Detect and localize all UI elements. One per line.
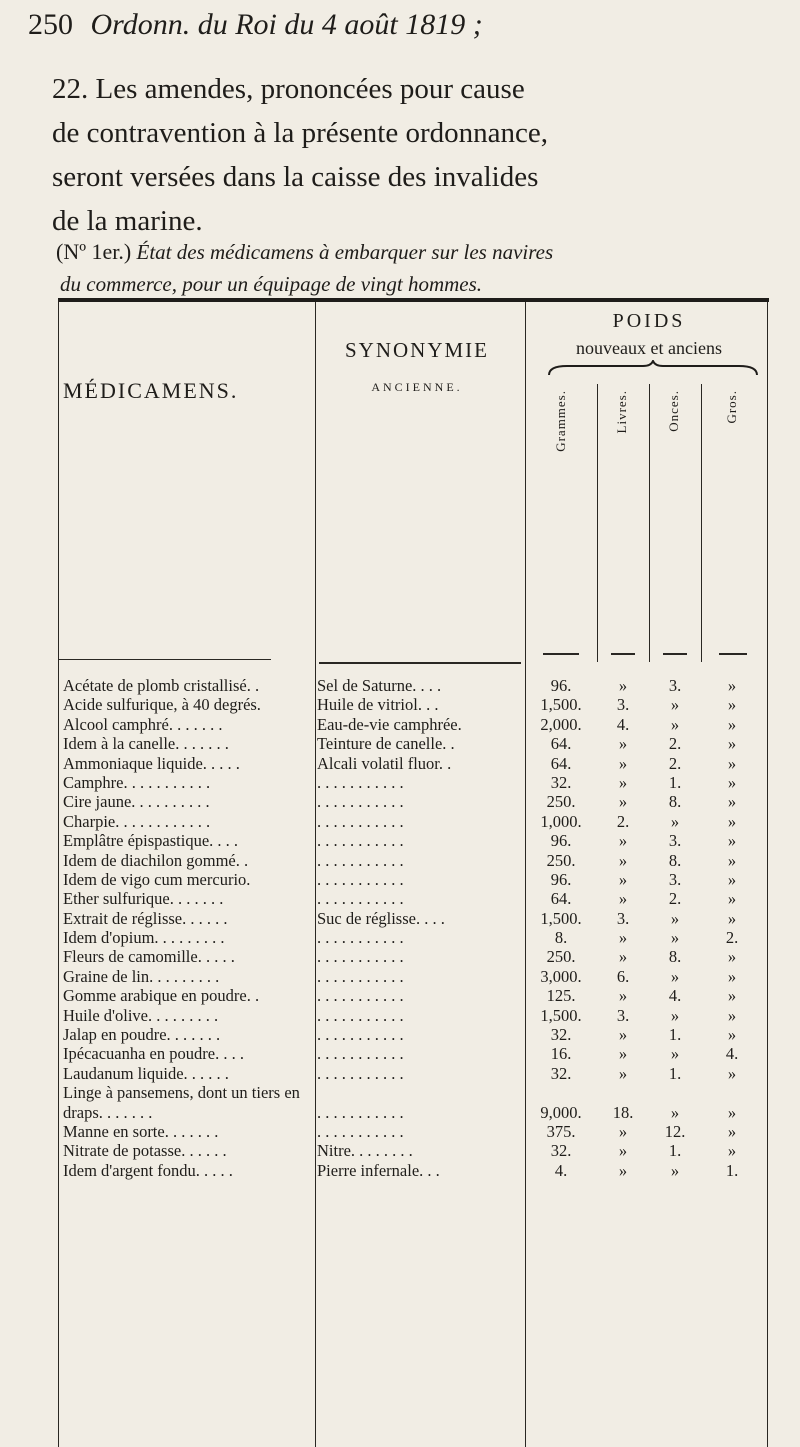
paragraph-line: de la marine.	[52, 205, 203, 237]
synonymie-ancienne: . . . . . . . . . . .	[317, 850, 404, 870]
table-row	[59, 676, 769, 695]
weight-grammes: 250.	[546, 850, 576, 870]
weight-livres: »	[618, 753, 628, 773]
table-row	[59, 1161, 769, 1180]
column-rule	[701, 384, 702, 662]
medicament-name: Nitrate de potasse. . . . . .	[63, 1141, 227, 1161]
weight-grammes: 1,500.	[540, 908, 582, 928]
synonymie-ancienne: . . . . . . . . . . .	[317, 792, 404, 812]
header-divider	[663, 653, 687, 655]
weight-livres: »	[618, 869, 628, 889]
header-divider	[319, 662, 521, 664]
weight-onces: »	[670, 1160, 680, 1180]
header-divider	[719, 653, 747, 655]
medicament-name: Manne en sorte. . . . . . .	[63, 1122, 219, 1141]
weight-grammes: 16.	[550, 1044, 572, 1064]
weight-onces: 1.	[668, 1025, 682, 1045]
table-row	[59, 1083, 769, 1122]
table-row	[59, 909, 769, 928]
weight-grammes: 96.	[550, 676, 572, 695]
synonymie-ancienne: Pierre infernale. . .	[317, 1160, 440, 1180]
synonymie-ancienne: . . . . . . . . . . .	[317, 1005, 404, 1025]
synonymie-ancienne: Teinture de canelle. .	[317, 734, 455, 754]
medicament-name: Graine de lin. . . . . . . . .	[63, 966, 220, 986]
table-row	[59, 1025, 769, 1044]
synonymie-ancienne: Eau-de-vie camphrée.	[317, 714, 462, 734]
weight-livres: »	[618, 676, 628, 695]
weight-onces: »	[670, 908, 680, 928]
weight-gros: 2.	[725, 928, 739, 948]
weight-gros: »	[727, 1063, 737, 1083]
medicament-name: Idem d'opium. . . . . . . . .	[63, 928, 225, 948]
weight-onces: »	[670, 966, 680, 986]
synonymie-ancienne: Sel de Saturne. . . .	[317, 676, 442, 695]
weight-livres: »	[618, 889, 628, 909]
weight-onces: »	[670, 1044, 680, 1064]
table-row	[59, 986, 769, 1005]
medicament-name: Linge à pansemens, dont un tiers en draps. . . . . . .	[63, 1083, 300, 1122]
medicament-name: Charpie. . . . . . . . . . . .	[63, 811, 211, 831]
header-ancienne: ANCIENNE.	[371, 380, 463, 394]
medicament-name: Huile d'olive. . . . . . . . .	[63, 1005, 219, 1025]
weight-onces: 2.	[668, 889, 682, 909]
medicament-name: Fleurs de camomille. . . . .	[63, 947, 235, 967]
medicament-name: Ether sulfurique. . . . . . .	[63, 889, 224, 909]
synonymie-ancienne: . . . . . . . . . . .	[317, 811, 404, 831]
table-row	[59, 928, 769, 947]
synonymie-ancienne: . . . . . . . . . . .	[317, 1102, 404, 1122]
weight-grammes: 96.	[550, 869, 572, 889]
weight-onces: 1.	[668, 1063, 682, 1083]
weight-grammes: 375.	[546, 1122, 576, 1141]
synonymie-ancienne: . . . . . . . . . . .	[317, 928, 404, 948]
table-row	[59, 1141, 769, 1160]
medicament-name: Laudanum liquide. . . . . .	[63, 1063, 229, 1083]
medicament-name: Ammoniaque liquide. . . . .	[63, 753, 240, 773]
weight-onces: 3.	[668, 869, 682, 889]
header-synonymie: SYNONYMIE	[345, 338, 489, 362]
weight-onces: »	[670, 1102, 680, 1122]
weight-gros: »	[727, 1122, 737, 1141]
synonymie-ancienne: Nitre. . . . . . . .	[317, 1141, 413, 1161]
weight-grammes: 250.	[546, 947, 576, 967]
weight-onces: 8.	[668, 792, 682, 812]
etat-heading	[56, 236, 776, 300]
weight-onces: 12.	[664, 1122, 686, 1141]
weight-gros: »	[727, 947, 737, 967]
synonymie-ancienne: . . . . . . . . . . .	[317, 966, 404, 986]
table-body	[59, 676, 769, 1180]
table-row	[59, 754, 769, 773]
weight-grammes: 32.	[550, 1025, 572, 1045]
weight-gros: »	[727, 850, 737, 870]
weight-livres: 4.	[616, 714, 630, 734]
medicament-name: Idem à la canelle. . . . . . .	[63, 734, 229, 754]
synonymie-ancienne: . . . . . . . . . . .	[317, 1063, 404, 1083]
weight-livres: »	[618, 850, 628, 870]
synonymie-ancienne: . . . . . . . . . . .	[317, 869, 404, 889]
weight-gros: 1.	[725, 1160, 739, 1180]
medicament-name: Emplâtre épispastique. . . .	[63, 831, 239, 851]
weight-livres: »	[618, 734, 628, 754]
table-row	[59, 851, 769, 870]
synonymie-ancienne: . . . . . . . . . . .	[317, 1025, 404, 1045]
weight-gros: »	[727, 831, 737, 851]
medicament-name: Idem de diachilon gommé. .	[63, 850, 249, 870]
weight-gros: »	[727, 986, 737, 1006]
weight-livres: »	[618, 986, 628, 1006]
weight-gros: »	[727, 966, 737, 986]
weight-grammes: 125.	[546, 986, 576, 1006]
synonymie-ancienne: . . . . . . . . . . .	[317, 947, 404, 967]
table-row	[59, 889, 769, 908]
medicament-name: Idem de vigo cum mercurio.	[63, 869, 251, 889]
weight-gros: »	[727, 1102, 737, 1122]
weight-onces: 2.	[668, 734, 682, 754]
synonymie-ancienne: . . . . . . . . . . .	[317, 1122, 404, 1141]
column-rule	[597, 384, 598, 662]
table-row	[59, 715, 769, 734]
weight-grammes: 32.	[550, 772, 572, 792]
synonymie-ancienne: . . . . . . . . . . .	[317, 889, 404, 909]
synonymie-ancienne: Huile de vitriol. . .	[317, 695, 439, 715]
weight-livres: »	[618, 1160, 628, 1180]
table-row	[59, 812, 769, 831]
table-row	[59, 967, 769, 986]
weight-gros: »	[727, 908, 737, 928]
medicament-name: Alcool camphré. . . . . . .	[63, 714, 223, 734]
weight-gros: 4.	[725, 1044, 739, 1064]
header-medicamens: MÉDICAMENS.	[63, 378, 239, 403]
weight-onces: 8.	[668, 947, 682, 967]
weight-grammes: 64.	[550, 734, 572, 754]
synonymie-ancienne: Suc de réglisse. . . .	[317, 908, 445, 928]
weight-livres: 6.	[616, 966, 630, 986]
weight-livres: »	[618, 1141, 628, 1161]
table-row	[59, 870, 769, 889]
medicament-name: Camphre. . . . . . . . . . .	[63, 772, 211, 792]
weight-grammes: 1,500.	[540, 695, 582, 715]
table-row	[59, 1064, 769, 1083]
weight-livres: »	[618, 1025, 628, 1045]
header-divider	[611, 653, 635, 655]
weight-onces: »	[670, 928, 680, 948]
weight-grammes: 4.	[554, 1160, 568, 1180]
subheader-grammes: Grammes.	[553, 390, 568, 452]
paragraph-line: 22. Les amendes, prononcées pour cause	[52, 73, 525, 105]
weight-grammes: 64.	[550, 753, 572, 773]
medicament-name: Acide sulfurique, à 40 degrés.	[63, 695, 261, 715]
weight-onces: 4.	[668, 986, 682, 1006]
running-header	[28, 8, 768, 42]
weight-gros: »	[727, 734, 737, 754]
weight-livres: 3.	[616, 1005, 630, 1025]
weight-onces: »	[670, 714, 680, 734]
table-row	[59, 1122, 769, 1141]
synonymie-ancienne: . . . . . . . . . . .	[317, 772, 404, 792]
paragraph-line: seront versées dans la caisse des invalides	[52, 161, 539, 193]
weight-onces: 2.	[668, 753, 682, 773]
weight-onces: 1.	[668, 772, 682, 792]
weight-grammes: 9,000.	[540, 1102, 582, 1122]
weight-onces: »	[670, 1005, 680, 1025]
table-row	[59, 734, 769, 753]
header-poids: POIDS	[612, 310, 686, 332]
medicament-name: Acétate de plomb cristallisé. .	[63, 676, 260, 695]
medicaments-table	[58, 298, 769, 1447]
subheader-onces: Onces.	[666, 390, 681, 432]
weight-grammes: 250.	[546, 792, 576, 812]
table-row	[59, 792, 769, 811]
weight-gros: »	[727, 676, 737, 695]
synonymie-ancienne: . . . . . . . . . . .	[317, 831, 404, 851]
weight-grammes: 64.	[550, 889, 572, 909]
weight-livres: »	[618, 792, 628, 812]
weight-grammes: 32.	[550, 1063, 572, 1083]
weight-gros: »	[727, 695, 737, 715]
medicament-name: Extrait de réglisse. . . . . .	[63, 908, 228, 928]
weight-grammes: 32.	[550, 1141, 572, 1161]
weight-grammes: 3,000.	[540, 966, 582, 986]
weight-grammes: 8.	[554, 928, 568, 948]
weight-gros: »	[727, 811, 737, 831]
page-number: 250	[28, 8, 73, 41]
subheader-livres: Livres.	[614, 390, 629, 434]
weight-livres: 3.	[616, 908, 630, 928]
header-divider	[59, 659, 271, 660]
weight-gros: »	[727, 1141, 737, 1161]
weight-livres: »	[618, 772, 628, 792]
weight-livres: »	[618, 947, 628, 967]
weight-livres: »	[618, 831, 628, 851]
table-row	[59, 695, 769, 714]
medicament-name: Cire jaune. . . . . . . . . .	[63, 792, 210, 812]
weight-livres: 18.	[612, 1102, 634, 1122]
weight-gros: »	[727, 889, 737, 909]
weight-livres: »	[618, 1044, 628, 1064]
table-row	[59, 773, 769, 792]
brace-icon	[547, 360, 759, 376]
table-row	[59, 831, 769, 850]
weight-onces: »	[670, 811, 680, 831]
etat-number: (Nº 1er.)	[56, 239, 132, 264]
weight-livres: »	[618, 1122, 628, 1141]
etat-title-line2: du commerce, pour un équipage de vingt hommes.	[60, 272, 483, 296]
synonymie-ancienne: . . . . . . . . . . .	[317, 986, 404, 1006]
weight-onces: 8.	[668, 850, 682, 870]
weight-livres: »	[618, 1063, 628, 1083]
weight-grammes: 2,000.	[540, 714, 582, 734]
table-row	[59, 1044, 769, 1063]
weight-onces: 3.	[668, 831, 682, 851]
weight-gros: »	[727, 792, 737, 812]
header-divider	[543, 653, 579, 655]
synonymie-ancienne: . . . . . . . . . . .	[317, 1044, 404, 1064]
weight-onces: »	[670, 695, 680, 715]
medicament-name: Idem d'argent fondu. . . . .	[63, 1160, 233, 1180]
weight-livres: 2.	[616, 811, 630, 831]
table-row	[59, 947, 769, 966]
weight-livres: »	[618, 928, 628, 948]
medicament-name: Jalap en poudre. . . . . . .	[63, 1025, 221, 1045]
weight-gros: »	[727, 1025, 737, 1045]
weight-onces: 3.	[668, 676, 682, 695]
medicament-name: Gomme arabique en poudre. .	[63, 986, 260, 1006]
weight-livres: 3.	[616, 695, 630, 715]
weight-grammes: 1,500.	[540, 1005, 582, 1025]
weight-gros: »	[727, 869, 737, 889]
weight-gros: »	[727, 753, 737, 773]
article-22-paragraph	[52, 67, 772, 243]
weight-grammes: 1,000.	[540, 811, 582, 831]
weight-onces: 1.	[668, 1141, 682, 1161]
paragraph-line: de contravention à la présente ordonnance,	[52, 117, 549, 149]
weight-gros: »	[727, 714, 737, 734]
weight-grammes: 96.	[550, 831, 572, 851]
subheader-gros: Gros.	[724, 390, 739, 424]
medicament-name: Ipécacuanha en poudre. . . .	[63, 1044, 244, 1064]
running-title: Ordonn. du Roi du 4 août 1819 ;	[90, 8, 483, 41]
table-row	[59, 1006, 769, 1025]
header-nouveaux-anciens: nouveaux et anciens	[576, 338, 722, 358]
weight-gros: »	[727, 772, 737, 792]
etat-title-line1: État des médicamens à embarquer sur les navires	[136, 240, 554, 264]
weight-gros: »	[727, 1005, 737, 1025]
synonymie-ancienne: Alcali volatil fluor. .	[317, 753, 452, 773]
column-rule	[649, 384, 650, 662]
